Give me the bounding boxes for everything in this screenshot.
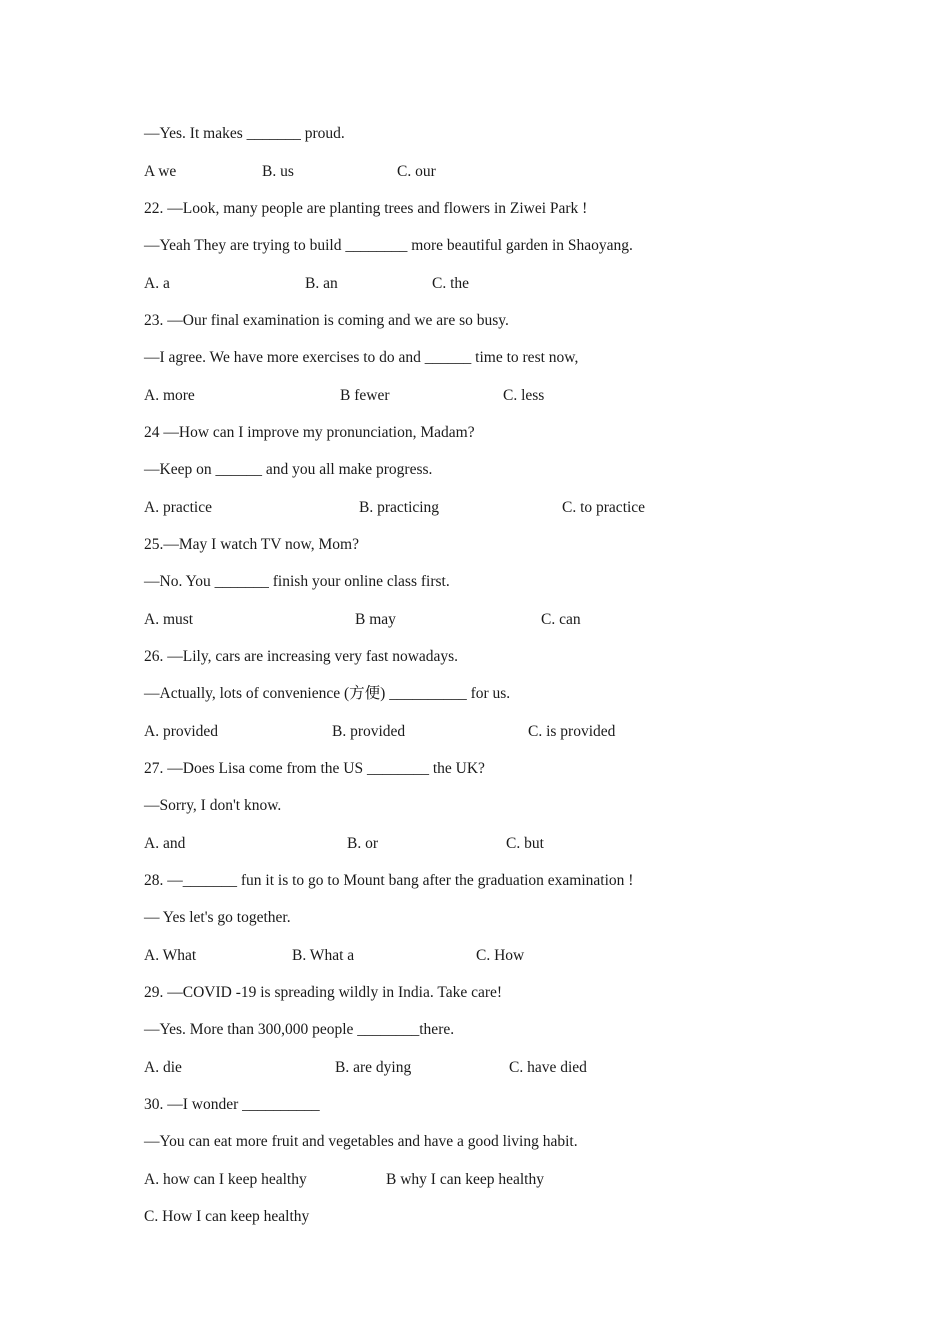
option-b: B. practicing [359,499,440,516]
question-28: 28. —_______ fun it is to go to Mount bang after the graduation examination ! [144,872,634,889]
option-b: B. an [305,275,338,292]
option-c: C. the [432,275,470,292]
option-a: A. die [144,1059,182,1076]
question-23: 23. —Our final examination is coming and we are so busy. [144,312,509,329]
answer-line: —Sorry, I don't know. [144,797,282,814]
option-a: A. provided [144,723,219,740]
answer-line: —You can eat more fruit and vegetables and have a good living habit. [144,1133,578,1150]
option-c: C. to practice [562,499,646,516]
option-c: C. have died [509,1059,587,1076]
option-b: B. or [347,835,378,852]
answer-line: — Yes let's go together. [144,909,291,926]
answer-line: —No. You _______ finish your online class first. [144,573,450,590]
option-c: C. but [506,835,544,852]
option-b: B may [355,611,396,628]
option-a: A. more [144,387,195,404]
option-b: B fewer [340,387,390,404]
option-a: A. and [144,835,186,852]
option-a: A. practice [144,499,212,516]
answer-line: —Keep on ______ and you all make progress. [144,461,433,478]
option-b: B. us [262,163,294,180]
question-25: 25.—May I watch TV now, Mom? [144,536,359,553]
option-a: A. a [144,275,170,292]
option-c: C. can [541,611,581,628]
answer-line: —Yes. More than 300,000 people ________there. [144,1021,455,1038]
option-a: A we [144,163,177,180]
question-24: 24 —How can I improve my pronunciation, Madam? [144,424,475,441]
option-b: B. are dying [335,1059,412,1076]
question-27: 27. —Does Lisa come from the US ________ the UK? [144,760,485,777]
answer-line: —I agree. We have more exercises to do and ______ time to rest now, [144,349,579,366]
option-b: B. What a [292,947,355,964]
option-c: C. How [476,947,525,964]
option-c: C. is provided [528,723,616,740]
question-26: 26. —Lily, cars are increasing very fast nowadays. [144,648,459,665]
option-b: B. provided [332,723,406,740]
answer-line: —Actually, lots of convenience (方便) __________ for us. [144,685,511,702]
answer-line: —Yes. It makes _______ proud. [144,125,345,142]
question-29: 29. —COVID -19 is spreading wildly in India. Take care! [144,984,503,1001]
option-a: A. What [144,947,197,964]
option-c: C. our [397,163,436,180]
question-22: 22. —Look, many people are planting trees and flowers in Ziwei Park ! [144,200,588,217]
option-a: A. must [144,611,194,628]
question-30: 30. —I wonder __________ [144,1096,320,1113]
option-c: C. less [503,387,545,404]
answer-line: —Yeah They are trying to build ________ more beautiful garden in Shaoyang. [144,237,633,254]
option-b: B why I can keep healthy [386,1171,544,1188]
option-a: A. how can I keep healthy [144,1171,307,1188]
option-c: C. How I can keep healthy [144,1208,310,1225]
